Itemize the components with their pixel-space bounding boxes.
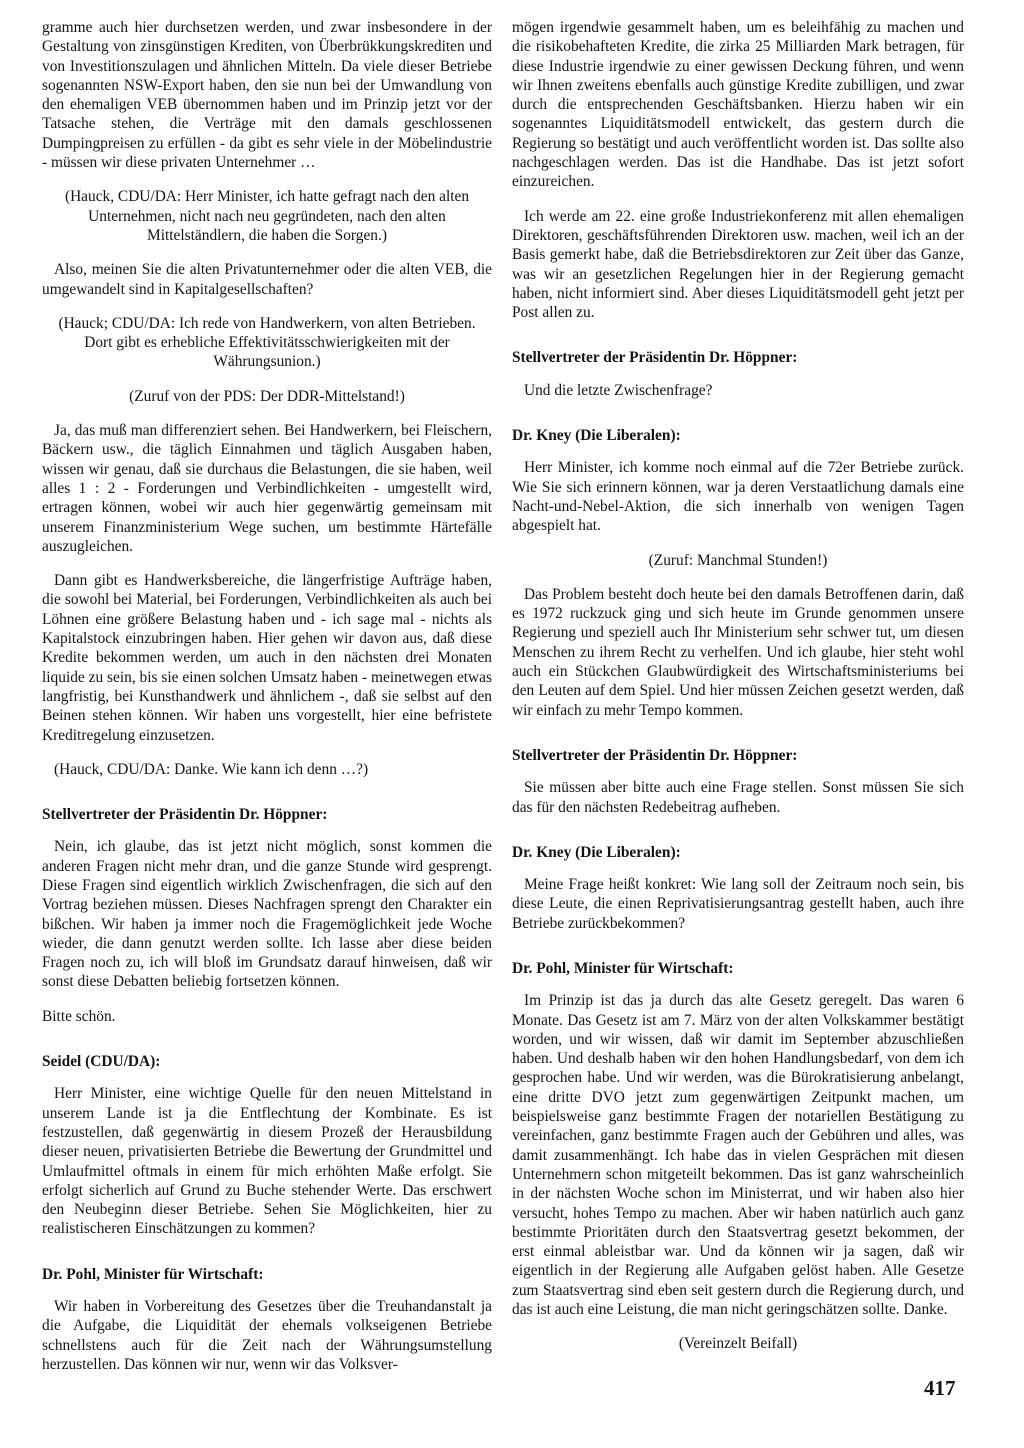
paragraph: Ich werde am 22. eine große Industriekonferenz mit allen ehemaligen Direktoren, geschäftsführenden Direktoren usw. machen, weil ich an der Basis gemerkt habe, daß die Betriebsdirektoren zur Zeit über das Ganze, was wir an gesetzlichen Regelungen hier in der Regierung gemacht haben, nicht informiert sind. Aber dieses Liquiditätsmodell geht jetzt per Post allen zu.: [512, 207, 964, 322]
paragraph: Meine Frage heißt konkret: Wie lang soll der Zeitraum noch sein, bis diese Leute, die einen Reprivatisierungsantrag gestellt haben, auch ihre Betriebe zurückbekommen?: [512, 876, 964, 932]
paragraph: Ja, das muß man differenziert sehen. Bei Handwerkern, bei Fleischern, Bäckern usw., die täglich Einnahmen und täglich Ausgaben haben, wissen wir genau, daß sie durchaus die Belastungen, die sie haben, weil alles 1 : 2 - Forderungen und Verbindlichkeiten - umgestellt wird, ertragen können, wobei wir auch hier gegenwärtig gemeinsam mit unserem Finanzministerium Wege suchen, um bestimmte Härtefälle auszugleichen.: [42, 422, 492, 555]
paragraph: Und die letzte Zwischenfrage?: [524, 381, 713, 399]
speaker-heading: Dr. Pohl, Minister für Wirtschaft:: [512, 959, 734, 977]
interjection: (Hauck; CDU/DA: Ich rede von Handwerkern, von alten Betrieben. Dort gibt es erhebliche Effektivitätsschwierigkeiten mit der Währungsunion.): [58, 314, 476, 371]
speaker-heading: Stellvertreter der Präsidentin Dr. Höppner:: [512, 746, 798, 764]
paragraph: Das Problem besteht doch heute bei den damals Betroffenen darin, daß es 1972 ruckzuck ging und sich heute im Grunde genommen unsere Regierung und speziell auch Ihr Ministerium sehr schwer tut, um diesen Menschen zu ihrem Recht zu verhelfen. Und ich glaube, hier steht wohl auch ein Stückchen Glaubwürdigkeit des Wirtschaftsministeriums bei den Leuten auf dem Spiel. Und hier müssen Zeichen gesetzt werden, daß wir einfach zu mehr Tempo kommen.: [512, 585, 964, 719]
paragraph: Im Prinzip ist das ja durch das alte Gesetz geregelt. Das waren 6 Monate. Das Gesetz ist am 7. März von der alten Volkskammer bestätigt worden, und wir wissen, daß wir damit im September abzuschließen haben. Und deshalb haben wir den hohen Handlungsbedarf, von dem ich gesprochen habe. Und wir werden, was die Bürokratisierung anbelangt, eine dritte DVO jetzt zum gegenwärtigen Zeitpunkt machen, um beispielsweise ganz bestimmte Fragen der notariellen Bestätigung zu vereinfachen, ganz bestimmte Fragen auch der Gebühren und alles, was damit zusammenhängt. Ich habe das in vielen Gesprächen mit diesen Unternehmern schon mitgeteilt bekommen. Das ist ganz wahrscheinlich in der nächsten Woche schon im Ministerrat, und wir haben also hier versucht, hohes Tempo zu machen. Aber wir haben natürlich auch ganz bestimmte Prioritäten durch den Staatsvertrag gesetzt bekommen, der erst einmal ableistbar war. Und da können wir ja sagen, daß wir eigentlich in der Regierung alle Aufgaben gelöst haben. Alle Gesetze zum Staatsvertrag sind eben seit gestern durch die Regierung durch, und das ist auch eine Leistung, die man nicht geringschätzen sollte. Danke.: [512, 992, 964, 1319]
paragraph: Bitte schön.: [42, 1007, 116, 1025]
speaker-heading: Dr. Kney (Die Liberalen):: [512, 427, 681, 445]
speaker-heading: Stellvertreter der Präsidentin Dr. Höppner:: [512, 349, 798, 367]
interjection: (Zuruf von der PDS: Der DDR-Mittelstand!): [129, 387, 405, 405]
speaker-heading: Stellvertreter der Präsidentin Dr. Höppner:: [42, 806, 328, 824]
paragraph: Also, meinen Sie die alten Privatunternehmer oder die alten VEB, die umgewandelt sind in Kapitalgesellschaften?: [42, 261, 492, 298]
paragraph: Dann gibt es Handwerksbereiche, die längerfristige Aufträge haben, die sowohl bei Material, bei Forderungen, Verbindlichkeiten als auch bei Löhnen eine größere Belastung haben und - ich sage mal - nichts als Kapitalstock einzubringen haben. Hier gehen wir davon aus, daß diese Kredite bekommen werden, um auch in den nächsten drei Monaten liquide zu sein, bis sie einen solchen Umsatz haben - meinetwegen etwas langfristig, bei Kunsthandwerk und ähnlichem -, daß sie selbst auf den Beinen stehen können. Wir haben uns vorgestellt, hier eine befristete Kreditregelung einzusetzen.: [42, 572, 492, 744]
paragraph: Herr Minister, ich komme noch einmal auf die 72er Betriebe zurück. Wie Sie sich erinnern können, war ja deren Verstaatlichung damals eine Nacht-und-Nebel-Aktion, die sich innerhalb von wenigen Tagen abgespielt hat.: [512, 459, 964, 535]
interjection: (Vereinzelt Beifall): [678, 1335, 798, 1353]
paragraph: Wir haben in Vorbereitung des Gesetzes über die Treuhandanstalt ja die Aufgabe, die Liquidität der ehemals volkseigenen Betriebe schnellstens auch für die Zeit nach der Währungsumstellung herzustellen. Das können wir nur, wenn wir das Volksver-: [42, 1298, 492, 1373]
speaker-heading: Dr. Kney (Die Liberalen):: [512, 843, 681, 861]
interjection: (Zuruf: Manchmal Stunden!): [648, 551, 828, 569]
page-number: 417: [924, 1376, 956, 1400]
right-column: [512, 18, 964, 1369]
interjection: (Hauck, CDU/DA: Herr Minister, ich hatte gefragt nach den alten Unternehmen, nicht nach neu gegründeten, nach den alten Mittelständlern, die haben die Sorgen.): [64, 188, 470, 244]
left-column: [42, 18, 492, 1389]
paragraph-continued: gramme auch hier durchsetzen werden, und zwar insbesondere in der Gestaltung von zinsgünstigen Krediten, von Überbrükkungskrediten und von Investitionszulagen und ähnlichen Mitteln. Da viele dieser Betriebe sogenannten NSW-Export haben, den sie nun bei der Umwandlung von den ehemaligen VEB übernommen haben und im Prinzip jetzt vor der Tatsache stehen, die Verträge mit den damals geschlossenen Dumpingpreisen zu erfüllen - da gibt es sehr viele in der Möbelindustrie - müssen wir diese privaten Unternehmer …: [42, 19, 492, 172]
paragraph: Sie müssen aber bitte auch eine Frage stellen. Sonst müssen Sie sich das für den nächsten Redebeitrag aufheben.: [512, 779, 964, 816]
paragraph: Nein, ich glaube, das ist jetzt nicht möglich, sonst kommen die anderen Fragen nicht mehr dran, und die ganze Stunde wird gesprengt. Diese Fragen sind eigentlich wirklich Zwischenfragen, die sich auf den Vortrag beziehen müssen. Dieses Nachfragen sprengt den Charakter ein bißchen. Wir haben ja immer noch die Fragemöglichkeit jede Woche wieder, die dann genutzt werden sollte. Ich lasse aber diese beiden Fragen noch zu, ich will bloß im Grundsatz darauf hinweisen, daß wir sonst diese Debatten beliebig fortsetzen können.: [42, 838, 492, 991]
speaker-heading: Seidel (CDU/DA):: [42, 1053, 161, 1071]
paragraph-continued: mögen irgendwie gesammelt haben, um es beleihfähig zu machen und die risikobehafteten Kredite, die zirka 25 Milliarden Mark betragen, für diese Industrie irgendwie zu einer gewissen Deckung führen, und wenn wir Ihnen zweitens ebenfalls auch günstige Kredite zubilligen, und zwar durch die entsprechenden Geschäftsbanken. Hierzu haben wir ein sogenanntes Liquiditätsmodell entwickelt, das gestern durch die Regierung so bestätigt und auch veröffentlicht worden ist. Das sollte also nachgeschlagen werden. Das ist die Handhabe. Das ist jetzt sofort einzureichen.: [512, 19, 964, 191]
speaker-heading: Dr. Pohl, Minister für Wirtschaft:: [42, 1265, 264, 1283]
paragraph: Herr Minister, eine wichtige Quelle für den neuen Mittelstand in unserem Lande ist ja die Entflechtung der Kombinate. Es ist festzustellen, daß gegenwärtig in diesem Prozeß der Herausbildung dieser neuen, privatisierten Betriebe die Bewertung der Grundmittel und Umlaufmittel oftmals in einem für mich erhöhten Maße erfolgt. Sie erfolgt sicherlich auf Grund zu Buche stehender Werte. Das erschwert den Neubeginn dieser Betriebe. Sehen Sie Möglichkeiten, hier zu realistischeren Einschätzungen zu kommen?: [42, 1085, 492, 1238]
paragraph: (Hauck, CDU/DA: Danke. Wie kann ich denn …?): [54, 760, 369, 778]
